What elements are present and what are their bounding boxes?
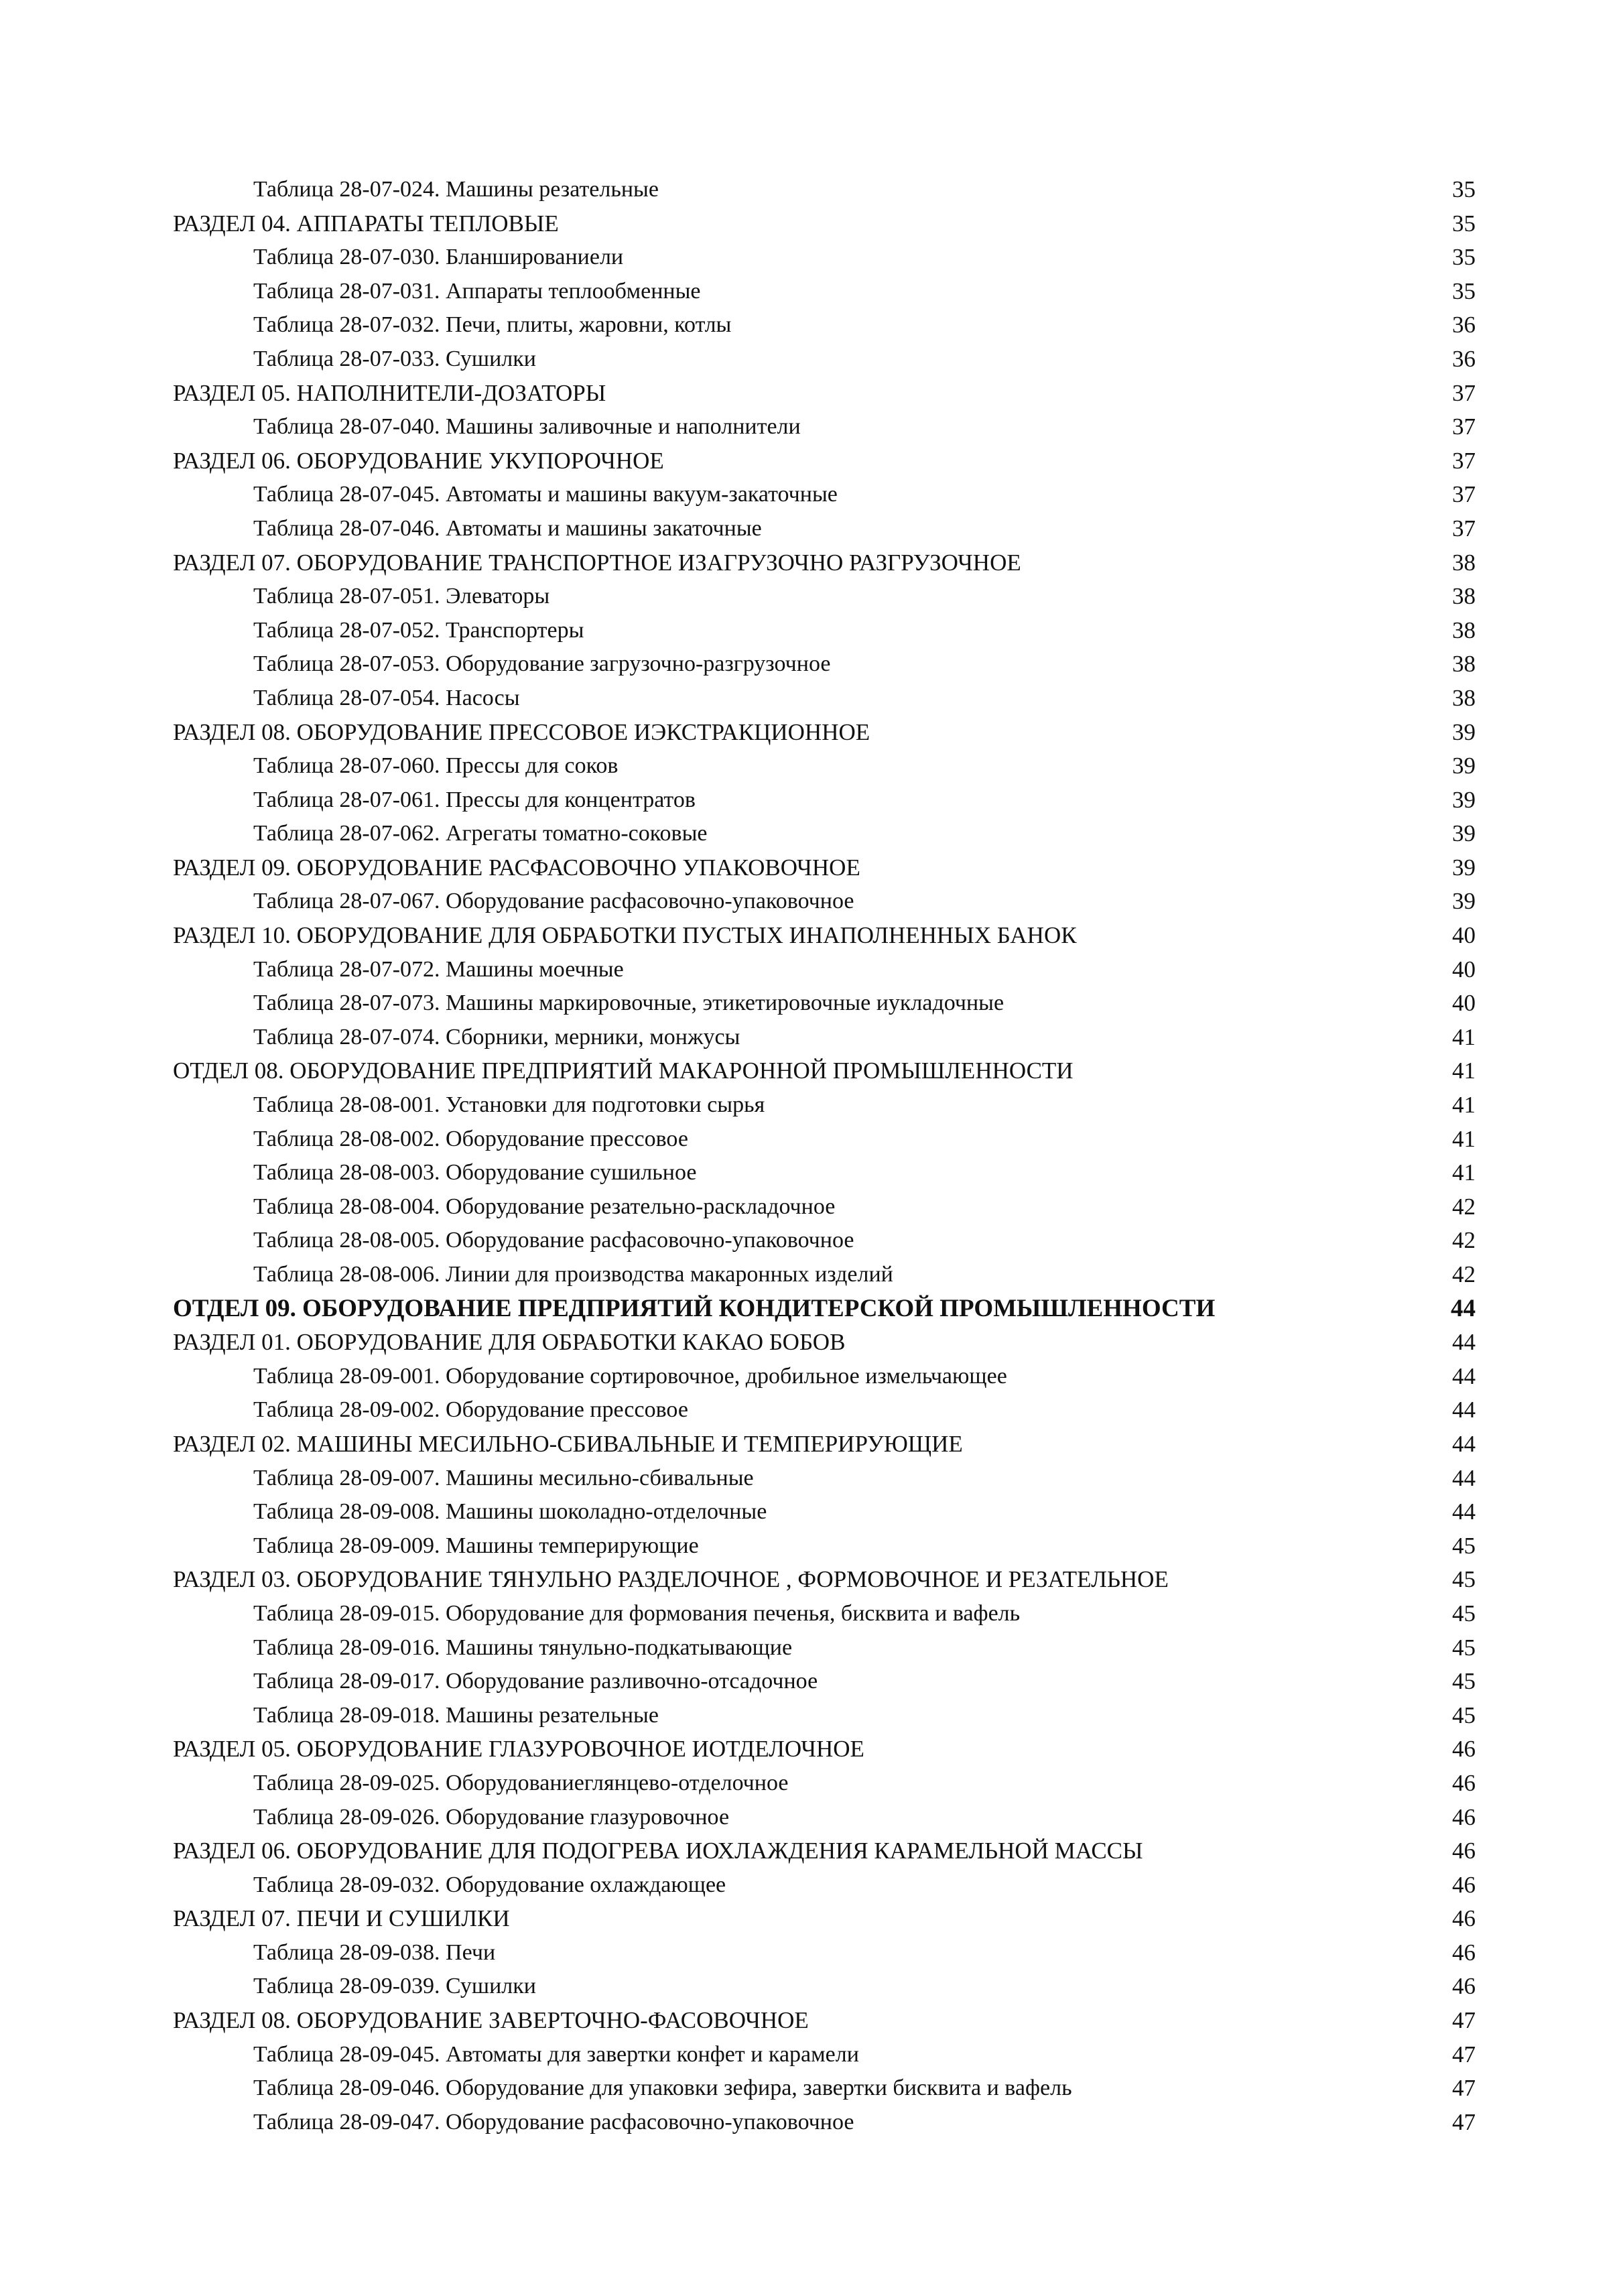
toc-entry-page-number: 47	[1452, 2108, 1476, 2135]
toc-entry-table	[173, 1970, 1476, 2004]
toc-entry-table	[173, 1258, 1476, 1292]
toc-entry-page-number: 38	[1452, 617, 1476, 643]
toc-entry-title: РАЗДЕЛ 01. ОБОРУДОВАНИЕ ДЛЯ ОБРАБОТКИ КАКАО БОБОВ	[173, 1329, 846, 1356]
toc-entry-title: РАЗДЕЛ 10. ОБОРУДОВАНИЕ ДЛЯ ОБРАБОТКИ ПУСТЫХ ИНАПОЛНЕННЫХ БАНОК	[173, 922, 1077, 949]
toc-entry-title: Таблица 28-09-046. Оборудование для упаковки зефира, завертки бисквита и вафель	[253, 2076, 1072, 2101]
toc-entry-page-number: 46	[1452, 1736, 1476, 1763]
toc-entry-page-number: 38	[1452, 684, 1476, 711]
toc-entry-page-number: 37	[1452, 481, 1476, 508]
toc-entry-title: РАЗДЕЛ 08. ОБОРУДОВАНИЕ ПРЕССОВОЕ ИЭКСТРАКЦИОННОЕ	[173, 718, 870, 745]
toc-entry-title: Таблица 28-08-005. Оборудование расфасовочно-упаковочное	[253, 1228, 854, 1253]
toc-entry-table	[173, 1495, 1476, 1529]
toc-entry-page-number: 46	[1452, 1769, 1476, 1796]
toc-entry-table	[173, 410, 1476, 444]
toc-entry-page-number: 36	[1452, 345, 1476, 372]
toc-entry-page-number: 41	[1452, 1092, 1476, 1119]
toc-entry-table	[173, 512, 1476, 546]
toc-entry-page-number: 41	[1452, 1058, 1476, 1084]
toc-entry-page-number: 39	[1452, 888, 1476, 915]
toc-entry-title: Таблица 28-07-031. Аппараты теплообменные	[253, 278, 701, 304]
toc-entry-page-number: 39	[1452, 786, 1476, 813]
toc-entry-title: Таблица 28-09-002. Оборудование прессовое	[253, 1397, 688, 1423]
toc-entry-title: Таблица 28-08-004. Оборудование резательно-раскладочное	[253, 1194, 836, 1219]
toc-entry-title: Таблица 28-09-025. Оборудованиеглянцево-отделочное	[253, 1770, 789, 1795]
toc-entry-title: Таблица 28-07-032. Печи, плиты, жаровни, котлы	[253, 312, 732, 338]
toc-entry-title: Таблица 28-07-074. Сборники, мерники, монжусы	[253, 1024, 740, 1049]
toc-entry-table	[173, 1699, 1476, 1733]
toc-entry-page-number: 46	[1452, 1871, 1476, 1898]
toc-entry-page-number: 46	[1452, 1803, 1476, 1830]
toc-entry-page-number: 44	[1452, 1362, 1476, 1389]
toc-entry-page-number: 37	[1452, 447, 1476, 474]
toc-entry-page-number: 47	[1452, 2075, 1476, 2102]
toc-entry-title: Таблица 28-09-008. Машины шоколадно-отделочные	[253, 1499, 767, 1525]
toc-entry-section	[173, 444, 1476, 479]
toc-entry-page-number: 44	[1452, 1329, 1476, 1356]
toc-entry-section	[173, 1563, 1476, 1597]
toc-entry-section	[173, 546, 1476, 580]
toc-entry-page-number: 47	[1452, 2041, 1476, 2067]
toc-entry-page-number: 44	[1452, 1430, 1476, 1457]
toc-entry-page-number: 39	[1452, 753, 1476, 779]
toc-entry-table	[173, 1801, 1476, 1835]
toc-entry-title: Таблица 28-07-024. Машины резательные	[253, 177, 659, 202]
toc-entry-title: РАЗДЕЛ 06. ОБОРУДОВАНИЕ ДЛЯ ПОДОГРЕВА ИОХЛАЖДЕНИЯ КАРАМЕЛЬНОЙ МАССЫ	[173, 1838, 1143, 1864]
toc-entry-section	[173, 207, 1476, 241]
toc-entry-section	[173, 1326, 1476, 1360]
toc-entry-page-number: 35	[1452, 244, 1476, 271]
toc-entry-page-number: 45	[1452, 1702, 1476, 1728]
toc-entry-table	[173, 783, 1476, 818]
toc-entry-table	[173, 275, 1476, 309]
toc-entry-page-number: 36	[1452, 312, 1476, 338]
toc-entry-page-number: 45	[1452, 1532, 1476, 1559]
toc-entry-title: Таблица 28-07-067. Оборудование расфасовочно-упаковочное	[253, 889, 854, 914]
toc-entry-page-number: 46	[1452, 1939, 1476, 1966]
toc-entry-table	[173, 478, 1476, 512]
toc-entry-table	[173, 2106, 1476, 2140]
toc-entry-table	[173, 1360, 1476, 1394]
toc-entry-title: ОТДЕЛ 08. ОБОРУДОВАНИЕ ПРЕДПРИЯТИЙ МАКАРОННОЙ ПРОМЫШЛЕННОСТИ	[173, 1058, 1074, 1084]
toc-entry-table	[173, 173, 1476, 207]
toc-entry-page-number: 45	[1452, 1566, 1476, 1593]
toc-entry-page-number: 42	[1452, 1227, 1476, 1254]
toc-entry-title: Таблица 28-07-062. Агрегаты томатно-соковые	[253, 821, 708, 846]
toc-entry-table	[173, 1190, 1476, 1224]
toc-entry-page-number: 35	[1452, 210, 1476, 237]
toc-entry-title: Таблица 28-07-061. Прессы для концентратов	[253, 787, 696, 812]
toc-entry-title: Таблица 28-09-045. Автоматы для завертки конфет и карамели	[253, 2041, 859, 2067]
toc-entry-title: Таблица 28-07-052. Транспортеры	[253, 617, 584, 643]
toc-entry-section	[173, 1427, 1476, 1462]
toc-entry-table	[173, 885, 1476, 919]
toc-entry-page-number: 46	[1452, 1973, 1476, 2000]
toc-entry-page-number: 40	[1452, 956, 1476, 982]
toc-entry-section	[173, 716, 1476, 750]
toc-entry-section	[173, 2004, 1476, 2038]
toc-entry-page-number: 44	[1452, 1498, 1476, 1525]
toc-entry-page-number: 46	[1452, 1838, 1476, 1864]
toc-entry-title: Таблица 28-08-001. Установки для подготовки сырья	[253, 1092, 765, 1118]
toc-entry-title: ОТДЕЛ 09. ОБОРУДОВАНИЕ ПРЕДПРИЯТИЙ КОНДИТЕРСКОЙ ПРОМЫШЛЕННОСТИ	[173, 1294, 1216, 1322]
toc-entry-page-number: 37	[1452, 515, 1476, 541]
toc-entry-division	[173, 1054, 1476, 1088]
toc-entry-page-number: 45	[1452, 1634, 1476, 1661]
toc-entry-page-number: 45	[1452, 1600, 1476, 1627]
toc-entry-table	[173, 1462, 1476, 1496]
toc-entry-table	[173, 817, 1476, 851]
toc-entry-table	[173, 1224, 1476, 1258]
toc-entry-title: Таблица 28-09-015. Оборудование для формования печенья, бисквита и вафель	[253, 1600, 1021, 1626]
toc-entry-title: Таблица 28-07-053. Оборудование загрузочно-разгрузочное	[253, 651, 831, 677]
toc-entry-table	[173, 1868, 1476, 1903]
toc-entry-title: Таблица 28-08-006. Линии для производства макаронных изделий	[253, 1262, 893, 1287]
toc-entry-title: РАЗДЕЛ 03. ОБОРУДОВАНИЕ ТЯНУЛЬНО РАЗДЕЛОЧНОЕ , ФОРМОВОЧНОЕ И РЕЗАТЕЛЬНОЕ	[173, 1566, 1169, 1593]
toc-entry-title: Таблица 28-09-017. Оборудование разливочно-отсадочное	[253, 1669, 818, 1694]
toc-entry-title: РАЗДЕЛ 06. ОБОРУДОВАНИЕ УКУПОРОЧНОЕ	[173, 447, 664, 474]
toc-entry-page-number: 35	[1452, 277, 1476, 304]
toc-entry-table	[173, 953, 1476, 987]
table-of-contents	[173, 173, 1476, 2139]
toc-entry-title: Таблица 28-08-002. Оборудование прессовое	[253, 1126, 688, 1151]
toc-entry-page-number: 44	[1451, 1294, 1476, 1322]
toc-entry-page-number: 38	[1452, 651, 1476, 678]
toc-entry-title: Таблица 28-07-033. Сушилки	[253, 346, 536, 371]
toc-entry-table	[173, 647, 1476, 682]
toc-entry-table	[173, 614, 1476, 648]
toc-entry-section	[173, 377, 1476, 411]
toc-entry-title: Таблица 28-07-046. Автоматы и машины закаточные	[253, 515, 762, 541]
toc-entry-title: Таблица 28-09-016. Машины тянульно-подкатывающие	[253, 1635, 793, 1660]
toc-entry-page-number: 39	[1452, 820, 1476, 847]
toc-entry-table	[173, 1021, 1476, 1055]
toc-entry-title: Таблица 28-08-003. Оборудование сушильное	[253, 1160, 697, 1186]
toc-entry-title: Таблица 28-07-051. Элеваторы	[253, 584, 550, 609]
toc-entry-table	[173, 2071, 1476, 2106]
toc-entry-title: РАЗДЕЛ 07. ПЕЧИ И СУШИЛКИ	[173, 1905, 510, 1932]
toc-entry-table	[173, 308, 1476, 342]
toc-entry-title: Таблица 28-09-018. Машины резательные	[253, 1702, 659, 1728]
toc-entry-table	[173, 580, 1476, 614]
toc-entry-page-number: 41	[1452, 1125, 1476, 1152]
toc-entry-title: Таблица 28-09-001. Оборудование сортировочное, дробильное измельчающее	[253, 1363, 1007, 1389]
toc-entry-title: Таблица 28-07-040. Машины заливочные и наполнители	[253, 414, 801, 440]
toc-entry-title: Таблица 28-09-009. Машины темперирующие	[253, 1533, 699, 1558]
toc-entry-title: Таблица 28-09-047. Оборудование расфасовочно-упаковочное	[253, 2109, 854, 2134]
toc-entry-title: Таблица 28-07-045. Автоматы и машины вакуум-закаточные	[253, 482, 838, 507]
toc-entry-table	[173, 1767, 1476, 1801]
toc-entry-title: РАЗДЕЛ 08. ОБОРУДОВАНИЕ ЗАВЕРТОЧНО-ФАСОВОЧНОЕ	[173, 2007, 809, 2034]
toc-entry-page-number: 40	[1452, 922, 1476, 949]
toc-entry-table	[173, 1156, 1476, 1190]
toc-entry-page-number: 38	[1452, 549, 1476, 576]
toc-entry-table	[173, 1393, 1476, 1427]
toc-entry-title: Таблица 28-09-038. Печи	[253, 1939, 496, 1965]
toc-entry-title: Таблица 28-07-073. Машины маркировочные, этикетировочные иукладочные	[253, 991, 1004, 1016]
toc-entry-page-number: 42	[1452, 1261, 1476, 1287]
toc-entry-table	[173, 986, 1476, 1021]
toc-entry-title: РАЗДЕЛ 07. ОБОРУДОВАНИЕ ТРАНСПОРТНОЕ ИЗАГРУЗОЧНО РАЗГРУЗОЧНОЕ	[173, 549, 1021, 576]
toc-entry-table	[173, 1665, 1476, 1699]
toc-entry-table	[173, 342, 1476, 377]
toc-entry-table	[173, 1597, 1476, 1631]
toc-entry-page-number: 39	[1452, 854, 1476, 881]
toc-entry-page-number: 39	[1452, 718, 1476, 745]
toc-entry-page-number: 44	[1452, 1397, 1476, 1423]
toc-entry-table	[173, 2038, 1476, 2072]
toc-entry-page-number: 38	[1452, 583, 1476, 610]
toc-entry-title: Таблица 28-09-039. Сушилки	[253, 1974, 536, 1999]
toc-entry-page-number: 37	[1452, 413, 1476, 440]
toc-entry-title: РАЗДЕЛ 05. ОБОРУДОВАНИЕ ГЛАЗУРОВОЧНОЕ ИОТДЕЛОЧНОЕ	[173, 1736, 864, 1763]
toc-entry-table	[173, 241, 1476, 275]
toc-entry-table	[173, 1123, 1476, 1157]
toc-entry-title: Таблица 28-07-060. Прессы для соков	[253, 753, 619, 779]
toc-entry-page-number: 35	[1452, 176, 1476, 202]
toc-entry-table	[173, 1631, 1476, 1665]
toc-entry-title: РАЗДЕЛ 02. МАШИНЫ МЕСИЛЬНО-СБИВАЛЬНЫЕ И ТЕМПЕРИРУЮЩИЕ	[173, 1430, 963, 1457]
toc-entry-page-number: 47	[1452, 2007, 1476, 2034]
toc-entry-page-number: 44	[1452, 1464, 1476, 1491]
toc-entry-title: РАЗДЕЛ 09. ОБОРУДОВАНИЕ РАСФАСОВОЧНО УПАКОВОЧНОЕ	[173, 854, 860, 881]
toc-entry-section	[173, 1732, 1476, 1767]
toc-entry-page-number: 46	[1452, 1905, 1476, 1932]
toc-entry-table	[173, 682, 1476, 716]
toc-entry-page-number: 42	[1452, 1193, 1476, 1220]
toc-entry-title: РАЗДЕЛ 05. НАПОЛНИТЕЛИ-ДОЗАТОРЫ	[173, 379, 606, 406]
toc-entry-page-number: 41	[1452, 1023, 1476, 1050]
toc-entry-title: Таблица 28-09-007. Машины месильно-сбивальные	[253, 1465, 754, 1490]
toc-entry-title: РАЗДЕЛ 04. АППАРАТЫ ТЕПЛОВЫЕ	[173, 210, 559, 237]
toc-entry-title: Таблица 28-09-026. Оборудование глазуровочное	[253, 1804, 730, 1830]
toc-entry-title: Таблица 28-07-072. Машины моечные	[253, 956, 624, 982]
toc-entry-division-bold	[173, 1292, 1476, 1326]
toc-entry-section	[173, 1902, 1476, 1936]
toc-entry-title: Таблица 28-07-030. Бланшированиели	[253, 245, 624, 270]
toc-entry-table	[173, 749, 1476, 783]
toc-entry-page-number: 37	[1452, 379, 1476, 406]
toc-entry-table	[173, 1936, 1476, 1970]
toc-entry-page-number: 45	[1452, 1668, 1476, 1695]
toc-entry-section	[173, 1834, 1476, 1868]
toc-entry-section	[173, 851, 1476, 885]
toc-entry-title: Таблица 28-07-054. Насосы	[253, 685, 520, 710]
toc-entry-page-number: 41	[1452, 1159, 1476, 1186]
toc-entry-title: Таблица 28-09-032. Оборудование охлаждающее	[253, 1872, 726, 1897]
toc-entry-table	[173, 1529, 1476, 1564]
toc-entry-section	[173, 919, 1476, 953]
toc-entry-table	[173, 1088, 1476, 1123]
toc-entry-page-number: 40	[1452, 990, 1476, 1017]
